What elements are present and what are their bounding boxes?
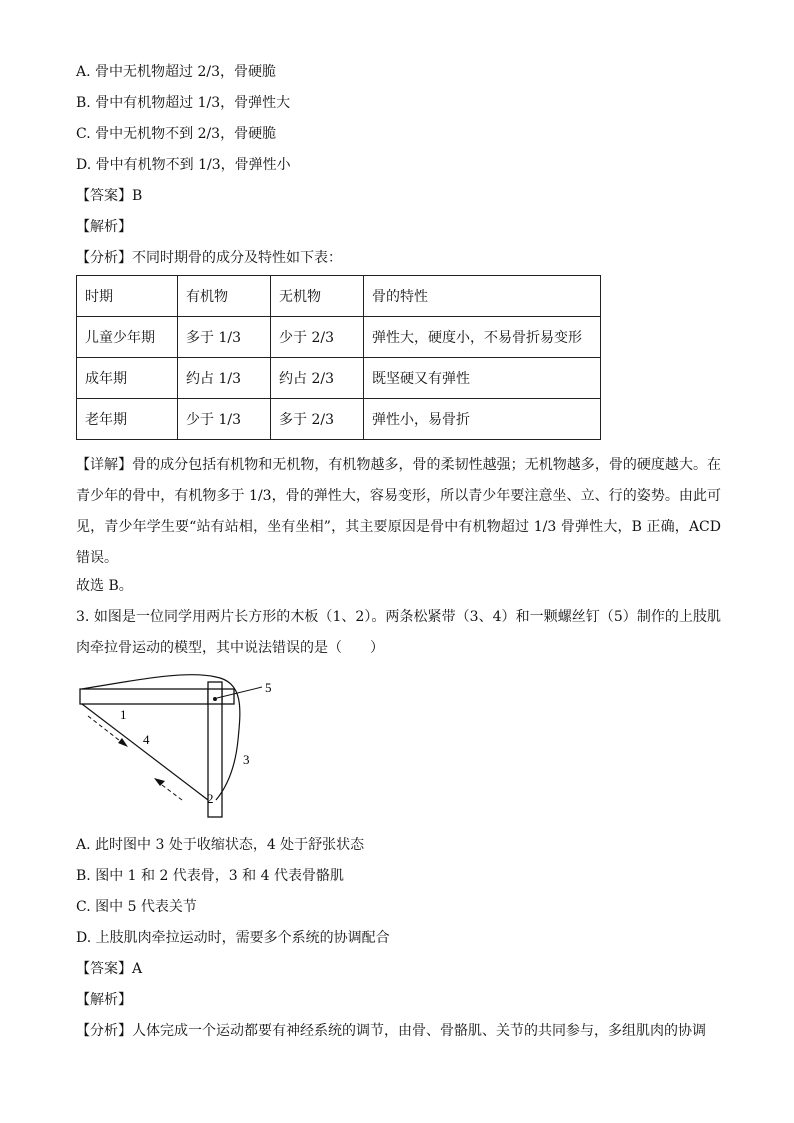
table-header-cell: 无机物 bbox=[271, 276, 364, 317]
table-cell: 约占 2/3 bbox=[271, 358, 364, 399]
table-row bbox=[77, 399, 601, 440]
table-header-cell: 时期 bbox=[77, 276, 178, 317]
q2-detail: 【详解】骨的成分包括有机物和无机物，有机物越多，骨的柔韧性越强；无机物越多，骨的硬度越大。在青少年的骨中，有机物多于 1/3，骨的弹性大，容易变形，所以青少年要注意坐、立、行的姿势。由此可见，青少年学生要“站有站相，坐有坐相”，其主要原因是骨中有机物超过 1/3 骨弹性大，B 正确，ACD 错误。 bbox=[76, 457, 721, 566]
table-cell: 儿童少年期 bbox=[77, 317, 178, 358]
label-3: 3 bbox=[243, 752, 250, 767]
label-5: 5 bbox=[265, 680, 272, 695]
arm-model-figure bbox=[76, 670, 296, 820]
q3-stem: 3. 如图是一位同学用两片长方形的木板（1、2）。两条松紧带（3、4）和一颗螺丝钉（5）制作的上肢肌肉牵拉骨运动的模型，其中说法错误的是（ ） bbox=[76, 609, 721, 656]
board-overlap bbox=[208, 689, 222, 704]
q3-option-b: B. 图中 1 和 2 代表骨，3 和 4 代表骨骼肌 bbox=[76, 868, 344, 884]
strap-4 bbox=[82, 704, 208, 800]
q2-option-c: C. 骨中无机物不到 2/3，骨硬脆 bbox=[76, 126, 277, 142]
q2-option-d: D. 骨中有机物不到 1/3，骨弹性小 bbox=[76, 157, 291, 173]
q3-option-a: A. 此时图中 3 处于收缩状态，4 处于舒张状态 bbox=[76, 837, 365, 853]
table-cell: 约占 1/3 bbox=[178, 358, 271, 399]
arrow-up-line bbox=[158, 782, 182, 800]
arrow-down-line bbox=[88, 716, 124, 744]
table-cell: 既坚硬又有弹性 bbox=[364, 358, 601, 399]
q3-option-c: C. 图中 5 代表关节 bbox=[76, 899, 197, 915]
table-cell: 老年期 bbox=[77, 399, 178, 440]
q3-answer: 【答案】A bbox=[76, 961, 143, 977]
q3-fenxi: 【分析】人体完成一个运动都要有神经系统的调节，由骨、骨骼肌、关节的共同参与，多组肌肉的协调 bbox=[76, 1023, 706, 1039]
table-cell: 弹性大，硬度小，不易骨折易变形 bbox=[364, 317, 601, 358]
table-row bbox=[77, 358, 601, 399]
arrow-up-head bbox=[154, 778, 165, 786]
q3-option-d: D. 上肢肌肉牵拉运动时，需要多个系统的协调配合 bbox=[76, 930, 390, 946]
table-cell: 成年期 bbox=[77, 358, 178, 399]
q2-option-b: B. 骨中有机物超过 1/3，骨弹性大 bbox=[76, 95, 291, 111]
q2-answer: 【答案】B bbox=[76, 188, 143, 204]
table-cell: 多于 2/3 bbox=[271, 399, 364, 440]
table-header-row bbox=[77, 276, 601, 317]
q2-option-a: A. 骨中无机物超过 2/3，骨硬脆 bbox=[76, 64, 276, 80]
q2-conclusion: 故选 B。 bbox=[76, 578, 133, 594]
table-cell: 弹性小，易骨折 bbox=[364, 399, 601, 440]
q2-fenxi: 【分析】不同时期骨的成分及特性如下表： bbox=[76, 250, 342, 266]
label-2: 2 bbox=[207, 791, 214, 806]
arrow-down-head bbox=[118, 738, 128, 747]
table-cell: 少于 1/3 bbox=[178, 399, 271, 440]
table-cell: 多于 1/3 bbox=[178, 317, 271, 358]
table-header-cell: 有机物 bbox=[178, 276, 271, 317]
table-header-cell: 骨的特性 bbox=[364, 276, 601, 317]
label-4: 4 bbox=[143, 732, 150, 747]
q3-analysis-label: 【解析】 bbox=[76, 992, 132, 1008]
bone-composition-table bbox=[76, 275, 601, 440]
label-1: 1 bbox=[120, 707, 127, 722]
table-cell: 少于 2/3 bbox=[271, 317, 364, 358]
table-row bbox=[77, 317, 601, 358]
q2-analysis-label: 【解析】 bbox=[76, 219, 132, 235]
screw-5 bbox=[213, 697, 217, 701]
